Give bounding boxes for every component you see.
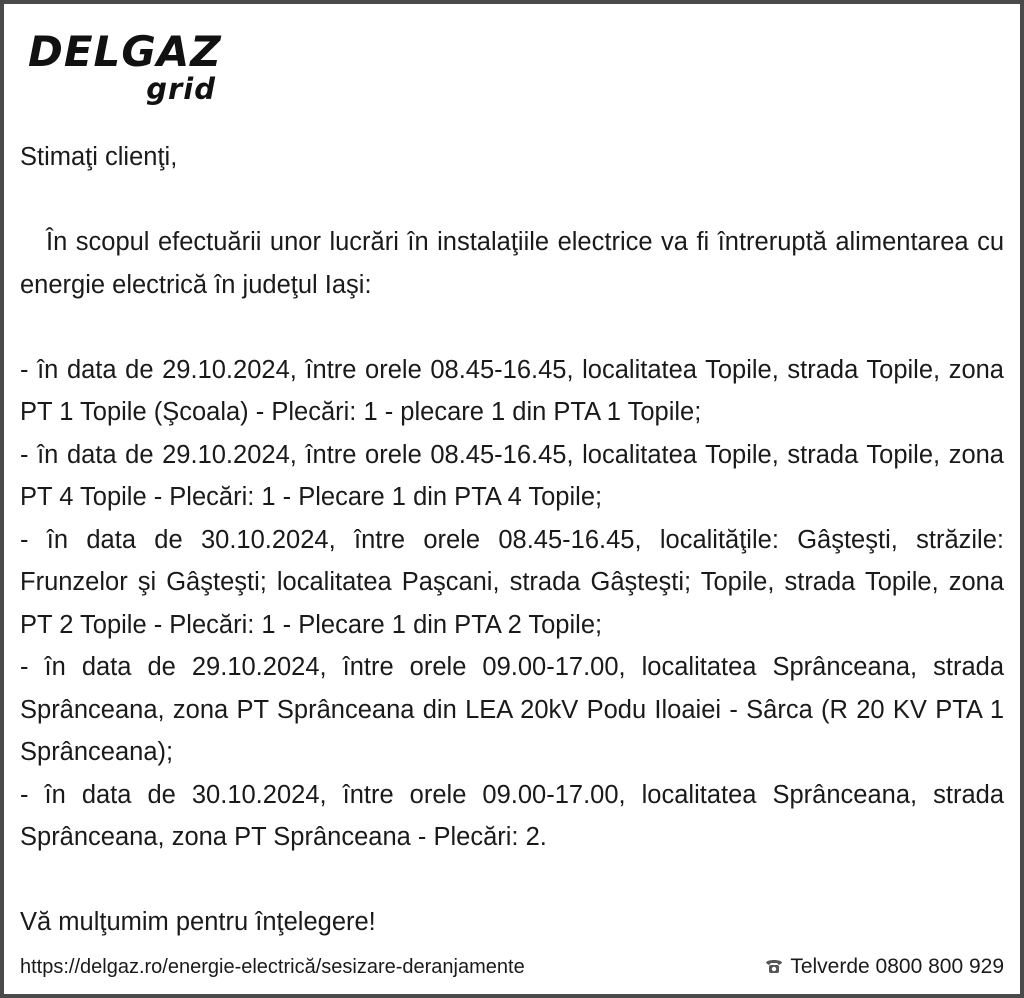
delgaz-grid-logo — [28, 27, 228, 110]
outage-item: - în data de 29.10.2024, între orele 08.45-16.45, localitatea Topile, strada Topile, zona PT 4 Topile - Plecări: 1 - Plecare 1 din PTA 4 Topile; — [20, 440, 1004, 511]
footer — [20, 954, 1004, 980]
notice-body — [20, 136, 1004, 944]
outage-item: - în data de 29.10.2024, între orele 09.00-17.00, localitatea Sprânceana, strada Sprânceana, zona PT Sprânceana din LEA 20kV Podu Iloaiei - Sârca (R 20 KV PTA 1 Sprânceana); — [20, 653, 1004, 766]
outage-item: - în data de 29.10.2024, între orele 08.45-16.45, localitatea Topile, strada Topile, zona PT 1 Topile (Şcoala) - Plecări: 1 - plecare 1 din PTA 1 Topile; — [20, 355, 1004, 426]
salutation: Stimaţi clienţi, — [20, 143, 178, 171]
footer-phone — [764, 954, 1004, 982]
footer-url[interactable]: https://delgaz.ro/energie-electrică/sesizare-deranjamente — [20, 956, 525, 978]
logo-brand: DELGAZ — [28, 27, 222, 76]
outage-list — [20, 349, 1004, 859]
outage-item: - în data de 30.10.2024, între orele 09.00-17.00, localitatea Sprânceana, strada Sprânceana, zona PT Sprânceana - Plecări: 2. — [20, 780, 1004, 851]
outage-item: - în data de 30.10.2024, între orele 08.45-16.45, localităţile: Gâşteşti, străzile: Frunzelor şi Gâşteşti; localitatea Paşcani, strada Gâşteşti; Topile, strada Topile, zona PT 2 Topile - Plecări: 1 - Plecare 1 din PTA 2 Topile; — [20, 525, 1004, 639]
intro-paragraph: În scopul efectuării unor lucrări în instalaţiile electrice va fi întreruptă alimentarea cu energie electrică în judeţul Iaşi: — [20, 228, 1004, 299]
logo-subtitle: grid — [146, 72, 216, 106]
closing-line: Vă mulţumim pentru înţelegere! — [20, 908, 376, 936]
telephone-icon — [764, 956, 784, 982]
phone-number: Telverde 0800 800 929 — [790, 955, 1004, 978]
